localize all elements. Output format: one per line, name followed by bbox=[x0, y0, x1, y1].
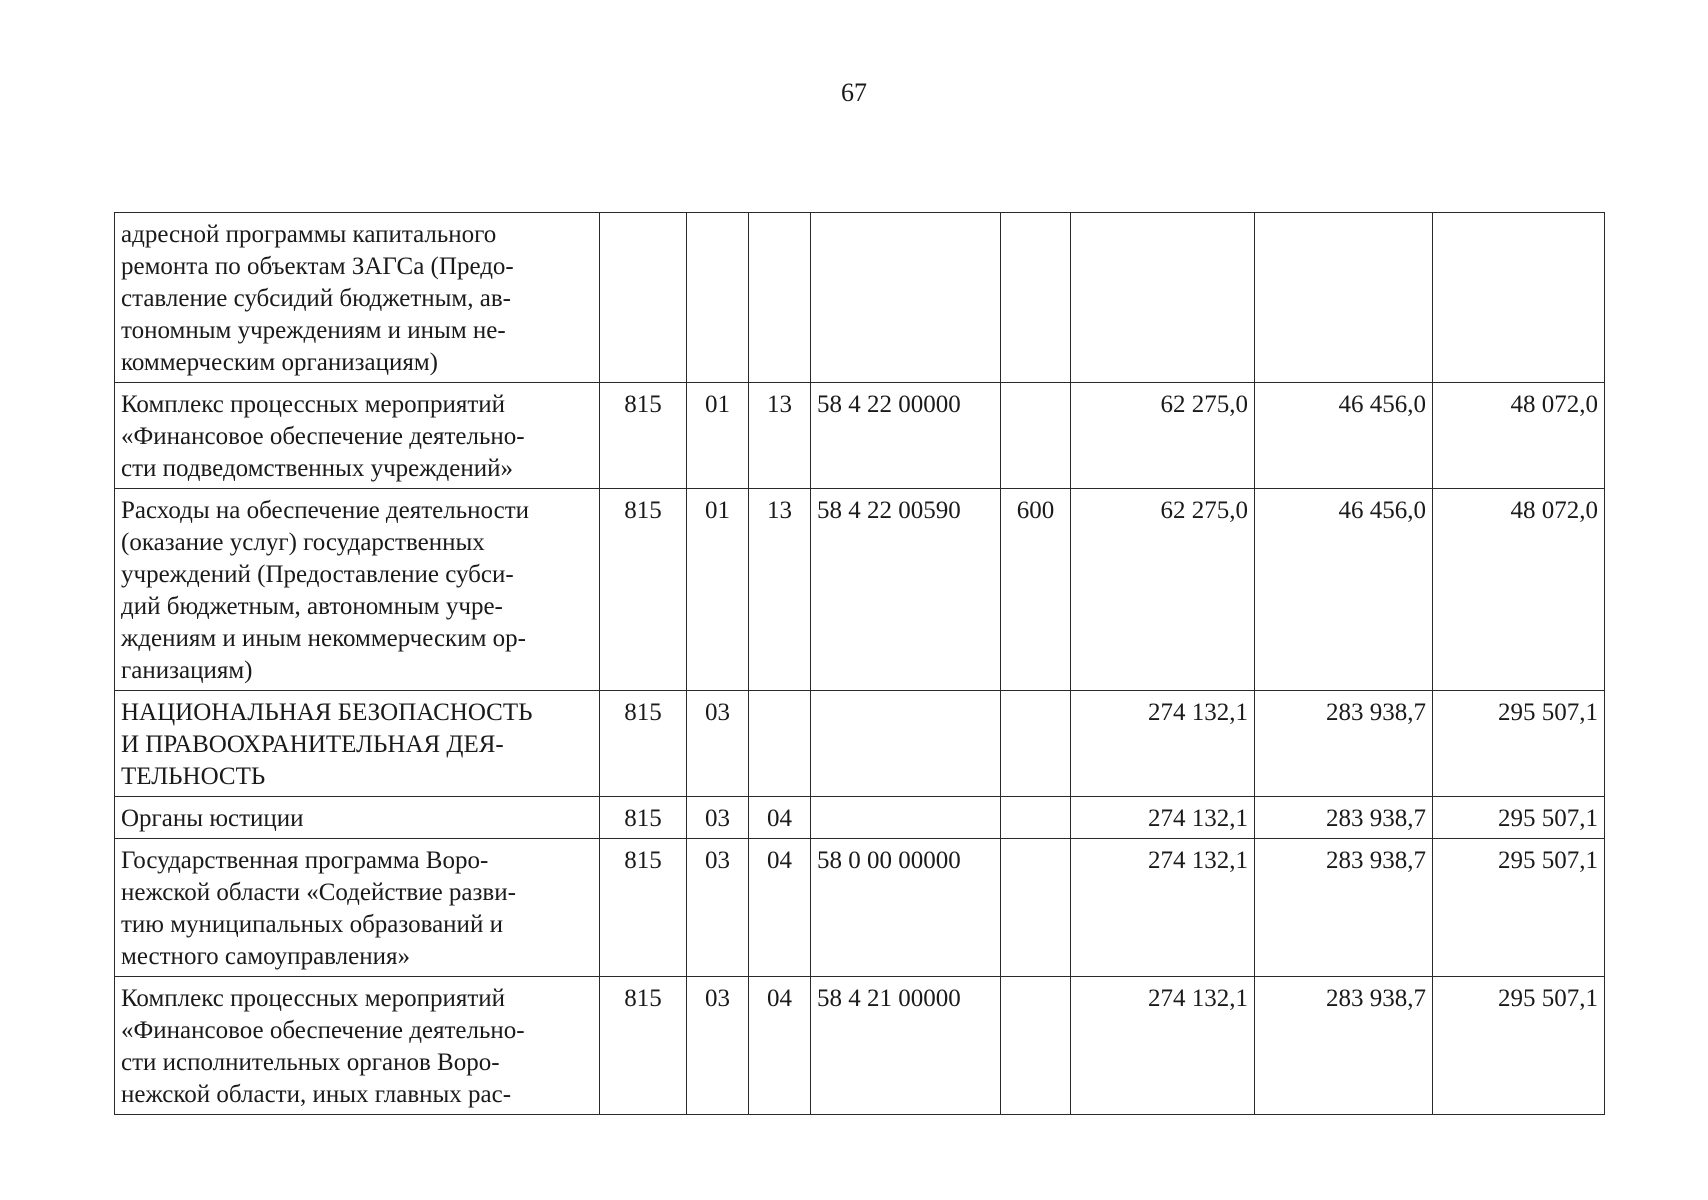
cell-gr: 815 bbox=[600, 489, 687, 691]
cell-amount-year1: 274 132,1 bbox=[1071, 691, 1255, 797]
cell-rz: 01 bbox=[687, 383, 749, 489]
cell-gr: 815 bbox=[600, 797, 687, 839]
cell-amount-year1: 274 132,1 bbox=[1071, 839, 1255, 977]
cell-gr: 815 bbox=[600, 839, 687, 977]
description-line: учреждений (Предоставление субси- bbox=[121, 561, 514, 588]
description-line: нежской области «Содействие разви- bbox=[121, 879, 516, 906]
cell-target-article bbox=[811, 691, 1001, 797]
cell-amount-year2 bbox=[1255, 213, 1433, 383]
table-row bbox=[115, 839, 1605, 977]
cell-amount-year2: 283 938,7 bbox=[1255, 691, 1433, 797]
cell-rz: 03 bbox=[687, 691, 749, 797]
cell-amount-year3: 48 072,0 bbox=[1433, 489, 1605, 691]
description-line: ремонта по объектам ЗАГСа (Предо- bbox=[121, 253, 514, 280]
description-line: Расходы на обеспечение деятельности bbox=[121, 497, 530, 524]
cell-expense-type bbox=[1001, 839, 1071, 977]
description-line: Комплекс процессных мероприятий bbox=[121, 985, 506, 1012]
cell-pr: 04 bbox=[749, 839, 811, 977]
table-row bbox=[115, 489, 1605, 691]
cell-description bbox=[115, 839, 600, 977]
cell-amount-year1: 274 132,1 bbox=[1071, 977, 1255, 1115]
cell-description bbox=[115, 977, 600, 1115]
cell-target-article: 58 4 22 00590 bbox=[811, 489, 1001, 691]
description-line: ТЕЛЬНОСТЬ bbox=[121, 763, 266, 790]
table-row bbox=[115, 977, 1605, 1115]
cell-gr: 815 bbox=[600, 691, 687, 797]
description-line: дий бюджетным, автономным учре- bbox=[121, 593, 503, 620]
description-line: тономным учреждениям и иным не- bbox=[121, 317, 506, 344]
budget-table bbox=[114, 212, 1605, 1115]
cell-rz bbox=[687, 213, 749, 383]
table-row bbox=[115, 691, 1605, 797]
description-line: коммерческим организациям) bbox=[121, 349, 438, 376]
cell-target-article: 58 0 00 00000 bbox=[811, 839, 1001, 977]
cell-expense-type bbox=[1001, 691, 1071, 797]
cell-pr: 13 bbox=[749, 489, 811, 691]
cell-amount-year1: 62 275,0 bbox=[1071, 383, 1255, 489]
table-body bbox=[115, 213, 1605, 1115]
cell-amount-year1: 274 132,1 bbox=[1071, 797, 1255, 839]
description-line: сти подведомственных учреждений» bbox=[121, 455, 513, 482]
cell-amount-year3: 295 507,1 bbox=[1433, 797, 1605, 839]
cell-rz: 03 bbox=[687, 797, 749, 839]
cell-rz: 03 bbox=[687, 977, 749, 1115]
cell-amount-year2: 46 456,0 bbox=[1255, 383, 1433, 489]
description-line: Органы юстиции bbox=[121, 805, 304, 832]
cell-expense-type bbox=[1001, 797, 1071, 839]
cell-amount-year3: 295 507,1 bbox=[1433, 691, 1605, 797]
cell-description bbox=[115, 797, 600, 839]
cell-amount-year1 bbox=[1071, 213, 1255, 383]
description-line: (оказание услуг) государственных bbox=[121, 529, 485, 556]
description-line: И ПРАВООХРАНИТЕЛЬНАЯ ДЕЯ- bbox=[121, 731, 504, 758]
page-number: 67 bbox=[841, 78, 867, 107]
cell-rz: 03 bbox=[687, 839, 749, 977]
table-row bbox=[115, 797, 1605, 839]
cell-amount-year2: 283 938,7 bbox=[1255, 839, 1433, 977]
cell-pr: 04 bbox=[749, 977, 811, 1115]
description-line: местного самоуправления» bbox=[121, 943, 410, 970]
description-line: адресной программы капитального bbox=[121, 221, 497, 248]
cell-pr bbox=[749, 213, 811, 383]
cell-gr: 815 bbox=[600, 977, 687, 1115]
cell-amount-year2: 283 938,7 bbox=[1255, 977, 1433, 1115]
cell-amount-year2: 283 938,7 bbox=[1255, 797, 1433, 839]
cell-rz: 01 bbox=[687, 489, 749, 691]
cell-amount-year3: 295 507,1 bbox=[1433, 839, 1605, 977]
cell-target-article: 58 4 21 00000 bbox=[811, 977, 1001, 1115]
cell-description bbox=[115, 213, 600, 383]
description-line: НАЦИОНАЛЬНАЯ БЕЗОПАСНОСТЬ bbox=[121, 699, 533, 726]
table-row bbox=[115, 383, 1605, 489]
description-line: ставление субсидий бюджетным, ав- bbox=[121, 285, 511, 312]
cell-pr: 04 bbox=[749, 797, 811, 839]
cell-amount-year3: 48 072,0 bbox=[1433, 383, 1605, 489]
cell-pr bbox=[749, 691, 811, 797]
cell-target-article: 58 4 22 00000 bbox=[811, 383, 1001, 489]
description-line: Государственная программа Воро- bbox=[121, 847, 489, 874]
cell-description bbox=[115, 489, 600, 691]
cell-expense-type bbox=[1001, 213, 1071, 383]
description-line: ждениям и иным некоммерческим ор- bbox=[121, 625, 526, 652]
description-line: ганизациям) bbox=[121, 657, 253, 684]
description-line: сти исполнительных органов Воро- bbox=[121, 1049, 500, 1076]
cell-target-article bbox=[811, 213, 1001, 383]
description-line: «Финансовое обеспечение деятельно- bbox=[121, 1017, 525, 1044]
description-line: нежской области, иных главных рас- bbox=[121, 1081, 512, 1108]
cell-amount-year3 bbox=[1433, 213, 1605, 383]
cell-expense-type: 600 bbox=[1001, 489, 1071, 691]
description-line: Комплекс процессных мероприятий bbox=[121, 391, 506, 418]
cell-amount-year1: 62 275,0 bbox=[1071, 489, 1255, 691]
table-row bbox=[115, 213, 1605, 383]
description-line: тию муниципальных образований и bbox=[121, 911, 503, 938]
cell-pr: 13 bbox=[749, 383, 811, 489]
description-line: «Финансовое обеспечение деятельно- bbox=[121, 423, 525, 450]
cell-expense-type bbox=[1001, 383, 1071, 489]
cell-gr bbox=[600, 213, 687, 383]
cell-amount-year3: 295 507,1 bbox=[1433, 977, 1605, 1115]
cell-amount-year2: 46 456,0 bbox=[1255, 489, 1433, 691]
cell-target-article bbox=[811, 797, 1001, 839]
cell-gr: 815 bbox=[600, 383, 687, 489]
cell-description bbox=[115, 383, 600, 489]
cell-expense-type bbox=[1001, 977, 1071, 1115]
cell-description bbox=[115, 691, 600, 797]
